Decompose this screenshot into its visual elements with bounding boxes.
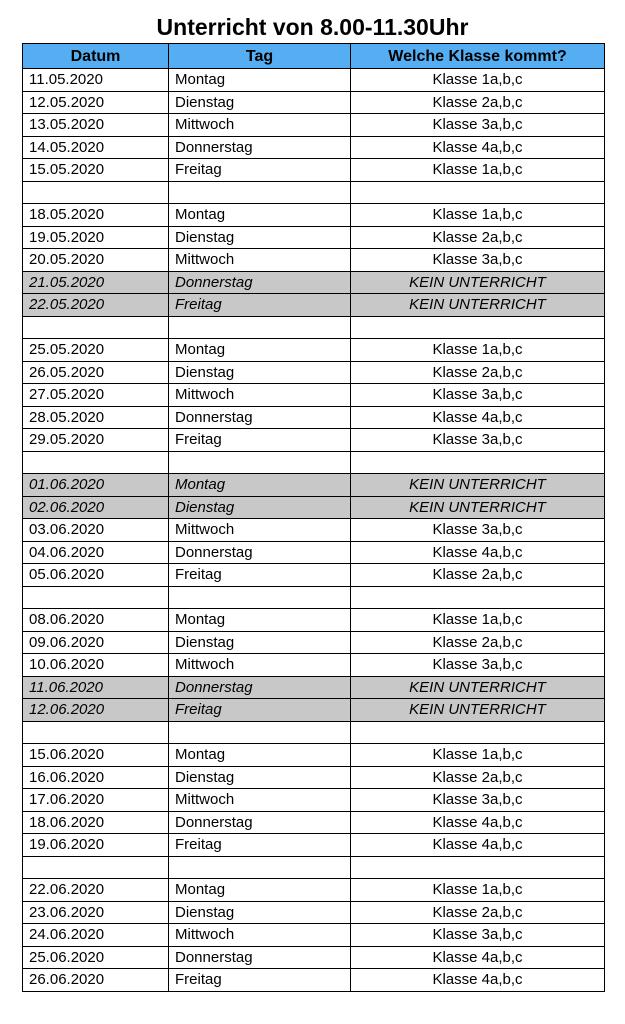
header-class: Welche Klasse kommt? bbox=[351, 44, 605, 69]
cell-date: 19.05.2020 bbox=[23, 226, 169, 249]
cell-class: Klasse 3a,b,c bbox=[351, 249, 605, 272]
table-row bbox=[23, 339, 605, 362]
cell-date: 21.05.2020 bbox=[23, 271, 169, 294]
cell-class: Klasse 2a,b,c bbox=[351, 564, 605, 587]
cell-class: Klasse 2a,b,c bbox=[351, 361, 605, 384]
cell-day: Freitag bbox=[169, 159, 351, 182]
cell-class: Klasse 3a,b,c bbox=[351, 429, 605, 452]
table-row bbox=[23, 789, 605, 812]
cell-class bbox=[351, 316, 605, 339]
cell-date: 03.06.2020 bbox=[23, 519, 169, 542]
table-row bbox=[23, 654, 605, 677]
cell-date: 02.06.2020 bbox=[23, 496, 169, 519]
cell-class: KEIN UNTERRICHT bbox=[351, 271, 605, 294]
table-row bbox=[23, 856, 605, 879]
cell-date: 22.06.2020 bbox=[23, 879, 169, 902]
cell-class bbox=[351, 451, 605, 474]
cell-day: Dienstag bbox=[169, 901, 351, 924]
table-row bbox=[23, 406, 605, 429]
cell-class: Klasse 1a,b,c bbox=[351, 879, 605, 902]
cell-day: Mittwoch bbox=[169, 789, 351, 812]
cell-day: Donnerstag bbox=[169, 946, 351, 969]
cell-class: Klasse 1a,b,c bbox=[351, 609, 605, 632]
cell-day: Mittwoch bbox=[169, 924, 351, 947]
cell-date: 18.06.2020 bbox=[23, 811, 169, 834]
cell-class: Klasse 4a,b,c bbox=[351, 969, 605, 992]
cell-date bbox=[23, 451, 169, 474]
cell-day: Mittwoch bbox=[169, 384, 351, 407]
cell-class bbox=[351, 721, 605, 744]
table-row bbox=[23, 204, 605, 227]
cell-day: Donnerstag bbox=[169, 136, 351, 159]
cell-class: Klasse 1a,b,c bbox=[351, 69, 605, 92]
table-row bbox=[23, 114, 605, 137]
cell-day: Montag bbox=[169, 69, 351, 92]
cell-date: 28.05.2020 bbox=[23, 406, 169, 429]
cell-class: Klasse 1a,b,c bbox=[351, 744, 605, 767]
cell-day: Dienstag bbox=[169, 496, 351, 519]
cell-class bbox=[351, 181, 605, 204]
cell-day: Montag bbox=[169, 474, 351, 497]
cell-class: Klasse 2a,b,c bbox=[351, 226, 605, 249]
cell-class: Klasse 4a,b,c bbox=[351, 946, 605, 969]
table-row-no-school bbox=[23, 294, 605, 317]
table-row bbox=[23, 766, 605, 789]
cell-date: 13.05.2020 bbox=[23, 114, 169, 137]
cell-class: Klasse 3a,b,c bbox=[351, 114, 605, 137]
cell-day: Dienstag bbox=[169, 631, 351, 654]
cell-date: 23.06.2020 bbox=[23, 901, 169, 924]
cell-date: 26.06.2020 bbox=[23, 969, 169, 992]
cell-date bbox=[23, 856, 169, 879]
cell-day: Freitag bbox=[169, 699, 351, 722]
cell-date: 12.06.2020 bbox=[23, 699, 169, 722]
cell-day bbox=[169, 316, 351, 339]
cell-class: Klasse 4a,b,c bbox=[351, 406, 605, 429]
cell-class: Klasse 1a,b,c bbox=[351, 159, 605, 182]
cell-day: Mittwoch bbox=[169, 249, 351, 272]
cell-date bbox=[23, 721, 169, 744]
cell-class: KEIN UNTERRICHT bbox=[351, 496, 605, 519]
cell-date: 08.06.2020 bbox=[23, 609, 169, 632]
cell-date bbox=[23, 181, 169, 204]
cell-date: 04.06.2020 bbox=[23, 541, 169, 564]
table-row bbox=[23, 136, 605, 159]
table-row bbox=[23, 969, 605, 992]
cell-class: Klasse 3a,b,c bbox=[351, 789, 605, 812]
cell-class: Klasse 1a,b,c bbox=[351, 204, 605, 227]
cell-day: Donnerstag bbox=[169, 541, 351, 564]
cell-class: Klasse 3a,b,c bbox=[351, 519, 605, 542]
table-row bbox=[23, 586, 605, 609]
cell-class: Klasse 2a,b,c bbox=[351, 631, 605, 654]
cell-day: Donnerstag bbox=[169, 271, 351, 294]
cell-day: Donnerstag bbox=[169, 676, 351, 699]
cell-date bbox=[23, 586, 169, 609]
cell-date: 25.06.2020 bbox=[23, 946, 169, 969]
table-row bbox=[23, 541, 605, 564]
cell-class: Klasse 2a,b,c bbox=[351, 91, 605, 114]
cell-day: Montag bbox=[169, 339, 351, 362]
table-row-no-school bbox=[23, 271, 605, 294]
cell-date: 26.05.2020 bbox=[23, 361, 169, 384]
table-row bbox=[23, 361, 605, 384]
cell-class bbox=[351, 856, 605, 879]
table-row bbox=[23, 316, 605, 339]
table-row bbox=[23, 811, 605, 834]
cell-day: Donnerstag bbox=[169, 811, 351, 834]
cell-class: Klasse 1a,b,c bbox=[351, 339, 605, 362]
cell-class: Klasse 3a,b,c bbox=[351, 384, 605, 407]
table-row bbox=[23, 946, 605, 969]
table-row bbox=[23, 631, 605, 654]
cell-date: 10.06.2020 bbox=[23, 654, 169, 677]
header-date: Datum bbox=[23, 44, 169, 69]
cell-day bbox=[169, 181, 351, 204]
cell-class: Klasse 4a,b,c bbox=[351, 811, 605, 834]
cell-date: 22.05.2020 bbox=[23, 294, 169, 317]
table-row bbox=[23, 451, 605, 474]
cell-class: KEIN UNTERRICHT bbox=[351, 474, 605, 497]
cell-day: Montag bbox=[169, 744, 351, 767]
header-day: Tag bbox=[169, 44, 351, 69]
table-row bbox=[23, 249, 605, 272]
cell-day: Dienstag bbox=[169, 91, 351, 114]
cell-class: KEIN UNTERRICHT bbox=[351, 676, 605, 699]
cell-class: Klasse 3a,b,c bbox=[351, 654, 605, 677]
cell-day: Mittwoch bbox=[169, 114, 351, 137]
page-title: Unterricht von 8.00-11.30Uhr bbox=[156, 14, 469, 40]
cell-day: Donnerstag bbox=[169, 406, 351, 429]
cell-class bbox=[351, 586, 605, 609]
cell-day: Mittwoch bbox=[169, 519, 351, 542]
schedule-table bbox=[22, 43, 605, 992]
cell-date: 24.06.2020 bbox=[23, 924, 169, 947]
cell-day: Montag bbox=[169, 879, 351, 902]
table-row bbox=[23, 721, 605, 744]
cell-date: 12.05.2020 bbox=[23, 91, 169, 114]
cell-day: Montag bbox=[169, 609, 351, 632]
cell-date: 15.05.2020 bbox=[23, 159, 169, 182]
cell-day bbox=[169, 451, 351, 474]
table-row bbox=[23, 834, 605, 857]
table-row bbox=[23, 181, 605, 204]
table-row bbox=[23, 744, 605, 767]
cell-class: Klasse 3a,b,c bbox=[351, 924, 605, 947]
table-row bbox=[23, 69, 605, 92]
table-row bbox=[23, 879, 605, 902]
cell-date: 19.06.2020 bbox=[23, 834, 169, 857]
cell-day: Freitag bbox=[169, 294, 351, 317]
cell-date: 16.06.2020 bbox=[23, 766, 169, 789]
cell-class: KEIN UNTERRICHT bbox=[351, 699, 605, 722]
cell-class: Klasse 4a,b,c bbox=[351, 136, 605, 159]
table-row-no-school bbox=[23, 676, 605, 699]
table-row bbox=[23, 91, 605, 114]
cell-date: 09.06.2020 bbox=[23, 631, 169, 654]
table-row bbox=[23, 564, 605, 587]
cell-date: 27.05.2020 bbox=[23, 384, 169, 407]
cell-date: 01.06.2020 bbox=[23, 474, 169, 497]
cell-class: Klasse 4a,b,c bbox=[351, 834, 605, 857]
table-header-row bbox=[23, 44, 605, 69]
cell-class: Klasse 2a,b,c bbox=[351, 901, 605, 924]
cell-date: 17.06.2020 bbox=[23, 789, 169, 812]
cell-day bbox=[169, 721, 351, 744]
table-row-no-school bbox=[23, 699, 605, 722]
cell-day bbox=[169, 856, 351, 879]
table-row bbox=[23, 519, 605, 542]
table-row bbox=[23, 159, 605, 182]
cell-date: 25.05.2020 bbox=[23, 339, 169, 362]
cell-day: Freitag bbox=[169, 969, 351, 992]
cell-date: 05.06.2020 bbox=[23, 564, 169, 587]
table-row-no-school bbox=[23, 474, 605, 497]
cell-day: Montag bbox=[169, 204, 351, 227]
table-row bbox=[23, 609, 605, 632]
table-row-no-school bbox=[23, 496, 605, 519]
table-row bbox=[23, 924, 605, 947]
cell-day: Freitag bbox=[169, 564, 351, 587]
cell-date: 14.05.2020 bbox=[23, 136, 169, 159]
cell-class: Klasse 2a,b,c bbox=[351, 766, 605, 789]
cell-date: 29.05.2020 bbox=[23, 429, 169, 452]
table-row bbox=[23, 384, 605, 407]
cell-date bbox=[23, 316, 169, 339]
cell-day: Dienstag bbox=[169, 226, 351, 249]
cell-day: Dienstag bbox=[169, 361, 351, 384]
cell-day: Mittwoch bbox=[169, 654, 351, 677]
cell-date: 20.05.2020 bbox=[23, 249, 169, 272]
table-row bbox=[23, 226, 605, 249]
cell-date: 15.06.2020 bbox=[23, 744, 169, 767]
table-body bbox=[23, 69, 605, 992]
cell-class: Klasse 4a,b,c bbox=[351, 541, 605, 564]
cell-day: Freitag bbox=[169, 834, 351, 857]
table-row bbox=[23, 901, 605, 924]
cell-day: Freitag bbox=[169, 429, 351, 452]
table-row bbox=[23, 429, 605, 452]
cell-day: Dienstag bbox=[169, 766, 351, 789]
cell-date: 18.05.2020 bbox=[23, 204, 169, 227]
cell-class: KEIN UNTERRICHT bbox=[351, 294, 605, 317]
cell-date: 11.06.2020 bbox=[23, 676, 169, 699]
cell-date: 11.05.2020 bbox=[23, 69, 169, 92]
cell-day bbox=[169, 586, 351, 609]
